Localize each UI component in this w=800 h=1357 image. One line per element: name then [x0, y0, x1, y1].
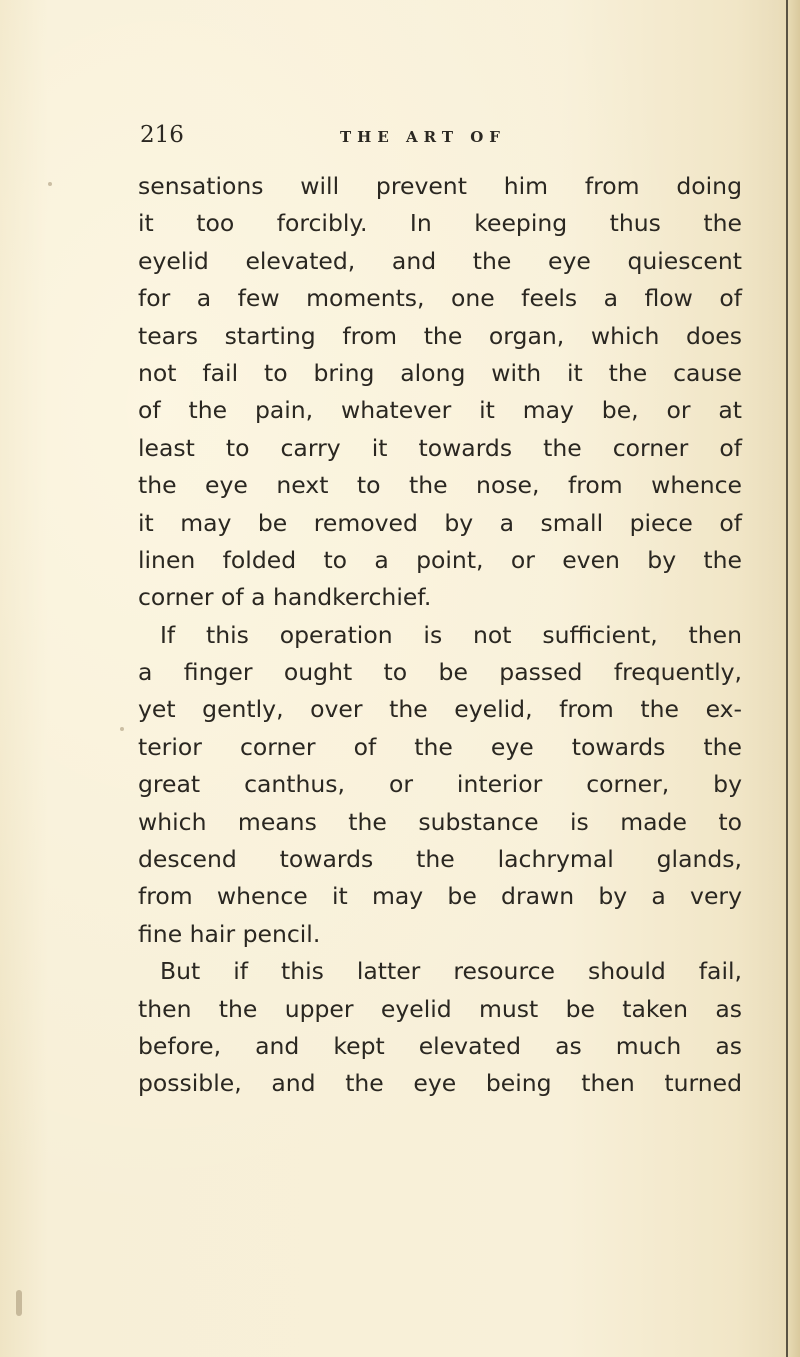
- text-line: sensations will prevent him from doing: [138, 172, 742, 200]
- text-line: of the pain, whatever it may be, or at: [138, 396, 742, 425]
- text-line: which means the substance is made to: [138, 807, 742, 836]
- text-line: not fail to bring along with it the cause: [138, 358, 742, 387]
- binding-edge-line: [786, 0, 788, 1357]
- page-number: 216: [140, 122, 184, 148]
- running-head: THE ART OF: [340, 128, 506, 146]
- text-line: terior corner of the eye towards the: [138, 732, 742, 761]
- text-line: descend towards the lachrymal glands,: [138, 845, 742, 874]
- text-line: it may be removed by a small piece of: [138, 508, 742, 537]
- page-header: [140, 122, 740, 162]
- text-line: before, and kept elevated as much as: [138, 1031, 742, 1060]
- text-line: from whence it may be drawn by a very: [138, 882, 742, 911]
- text-line: a finger ought to be passed frequently,: [138, 658, 742, 687]
- paper-speck: [48, 182, 52, 186]
- text-line: tears starting from the organ, which does: [138, 321, 742, 350]
- text-line: eyelid elevated, and the eye quiescent: [138, 246, 742, 275]
- text-line: then the upper eyelid must be taken as: [138, 994, 742, 1023]
- text-line: linen folded to a point, or even by the: [138, 545, 742, 574]
- text-line: possible, and the eye being then turned: [138, 1069, 742, 1098]
- text-line: yet gently, over the eyelid, from the ex-: [138, 695, 742, 724]
- text-line: for a few moments, one feels a flow of: [138, 284, 742, 313]
- text-line: least to carry it towards the corner of: [138, 433, 742, 462]
- paper-speck: [16, 1290, 22, 1316]
- page-gutter: [778, 0, 800, 1357]
- paper-speck: [120, 727, 124, 731]
- text-line: fine hair pencil.: [138, 919, 321, 948]
- text-line: great canthus, or interior corner, by: [138, 770, 742, 799]
- text-line: it too forcibly. In keeping thus the: [138, 209, 742, 238]
- text-line: If this operation is not sufficient, then: [160, 620, 742, 649]
- body-text: [138, 168, 742, 1103]
- text-line: the eye next to the nose, from whence: [138, 471, 742, 500]
- text-line: corner of a handkerchief.: [138, 583, 432, 612]
- text-line: But if this latter resource should fail,: [160, 957, 742, 986]
